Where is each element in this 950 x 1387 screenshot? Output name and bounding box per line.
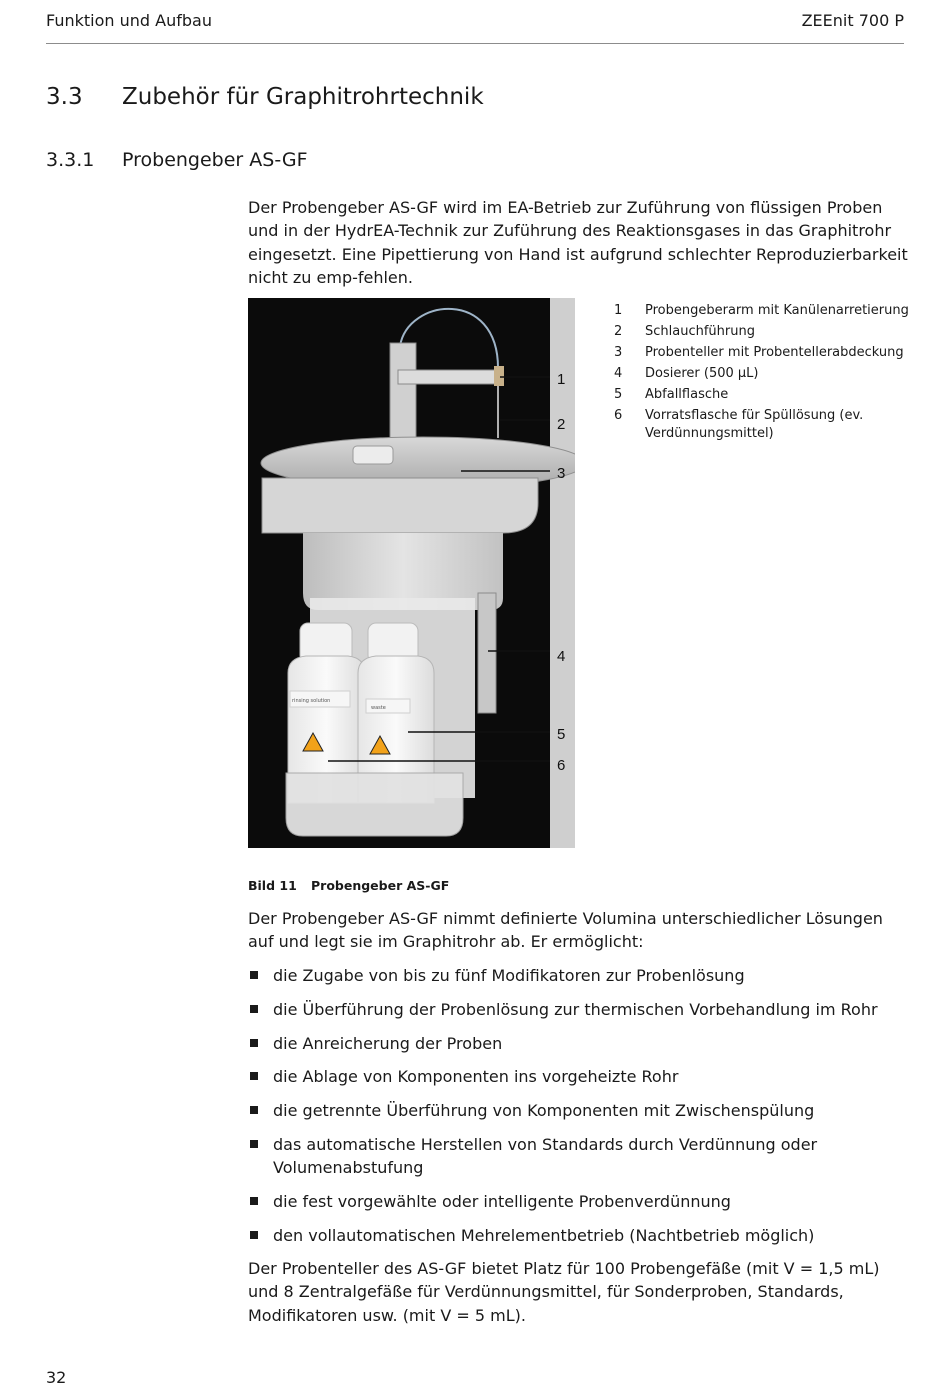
list-item-text: die getrennte Überführung von Komponenten mit Zwischenspülung [273,1101,815,1121]
list-item-text: das automatische Herstellen von Standards durch Verdünnung oder Volumenabstufung [273,1134,818,1178]
list-item-text: die Ablage von Komponenten ins vorgeheizte Rohr [273,1067,679,1087]
section-number: 3.3 [46,84,83,110]
legend-item [614,344,914,362]
section-title: Zubehör für Graphitrohrtechnik [122,84,484,110]
bullet-icon [248,998,273,1021]
running-header-left: Funktion und Aufbau [46,11,212,30]
list-item [248,1190,908,1213]
list-item-text: die Überführung der Probenlösung zur thermischen Vorbehandlung im Rohr [273,999,878,1019]
sampler-arm [398,370,503,384]
caption-number: Bild 11 [248,878,297,893]
bottle-tray [286,773,463,836]
list-item [248,964,908,987]
autosampler-photo [248,298,575,848]
list-item [248,998,908,1021]
caption-text: Probengeber AS-GF [311,878,450,893]
legend-number: 1 [614,303,623,318]
legend-number: 6 [614,408,623,423]
subsection-title: Probengeber AS-GF [122,149,308,171]
bullet-icon [248,1224,273,1247]
list-item-text: die Zugabe von bis zu fünf Modifikatoren zur Probenlösung [273,966,745,985]
callout-4: 4 [557,648,566,665]
intro-paragraph: Der Probengeber AS-GF wird im EA-Betrieb zur Zuführung von flüssigen Proben und in der HydrEA-Technik zur Zuführung des Reaktionsgases in das Graphitrohr eingesetzt. Eine Pipettierung von Hand ist aufgrund schlechter Reproduzierbarkeit nicht zu emp-fehlen. [248,198,908,287]
bullet-icon [248,1133,273,1180]
legend-number: 5 [614,387,623,402]
legend-text: Abfallflasche [645,387,729,402]
header-divider [46,43,904,44]
center-cap [353,446,393,464]
list-item-text: die Anreicherung der Proben [273,1033,503,1053]
legend-text: Dosierer (500 µL) [645,366,759,381]
legend-text: Probengeberarm mit Kanülenarretierung [645,303,909,318]
dispenser-syringe [478,593,496,713]
bullet-icon [248,1065,273,1088]
callout-6: 6 [557,757,566,774]
description-paragraph: Der Probengeber AS-GF nimmt definierte Volumina unterschiedlicher Lösungen auf und legt sie im Graphitrohr ab. Er ermöglicht: [248,909,883,952]
callout-3: 3 [557,465,566,482]
list-item [248,1099,908,1122]
legend-number: 3 [614,345,623,360]
legend-item [614,407,914,443]
legend-text: Schlauchführung [645,324,755,339]
page-number: 32 [46,1368,67,1387]
cannula-holder [494,366,504,386]
callout-2: 2 [557,416,566,433]
legend-number: 2 [614,324,623,339]
list-item [248,1224,908,1247]
legend-item [614,365,914,383]
bullet-icon [248,964,273,987]
callout-1: 1 [557,371,566,388]
legend-text: Vorratsflasche für Spüllösung (ev. Verdünnungsmittel) [645,408,864,441]
capacity-paragraph: Der Probenteller des AS-GF bietet Platz für 100 Probengefäße (mit V = 1,5 mL) und 8 Zentralgefäße für Verdünnungsmittel, für Sonderproben, Standards, Modifikatoren usw. (mit V = 5 mL). [248,1259,880,1325]
list-item-text: den vollautomatischen Mehrelementbetrieb (Nachtbetrieb möglich) [273,1225,815,1245]
list-item [248,1065,908,1088]
legend-number: 4 [614,366,623,381]
running-header-right: ZEEnit 700 P [801,11,904,30]
subsection-number: 3.3.1 [46,149,95,171]
figure-caption [248,878,449,893]
list-item [248,1133,908,1180]
bullet-icon [248,1190,273,1213]
waste-bottle-label-text: waste [371,705,386,711]
figure-legend [614,302,914,446]
legend-text: Probenteller mit Probentellerabdeckung [645,345,904,360]
list-item [248,1032,908,1055]
tray-housing [262,478,538,533]
list-item-text: die fest vorgewählte oder intelligente Probenverdünnung [273,1192,731,1212]
bullet-icon [248,1099,273,1122]
legend-item [614,302,914,320]
legend-item [614,323,914,341]
bullet-icon [248,1032,273,1055]
callout-5: 5 [557,726,566,743]
legend-item [614,386,914,404]
rinse-bottle-label-text: rinsing solution [292,698,331,704]
feature-list [248,964,908,1258]
